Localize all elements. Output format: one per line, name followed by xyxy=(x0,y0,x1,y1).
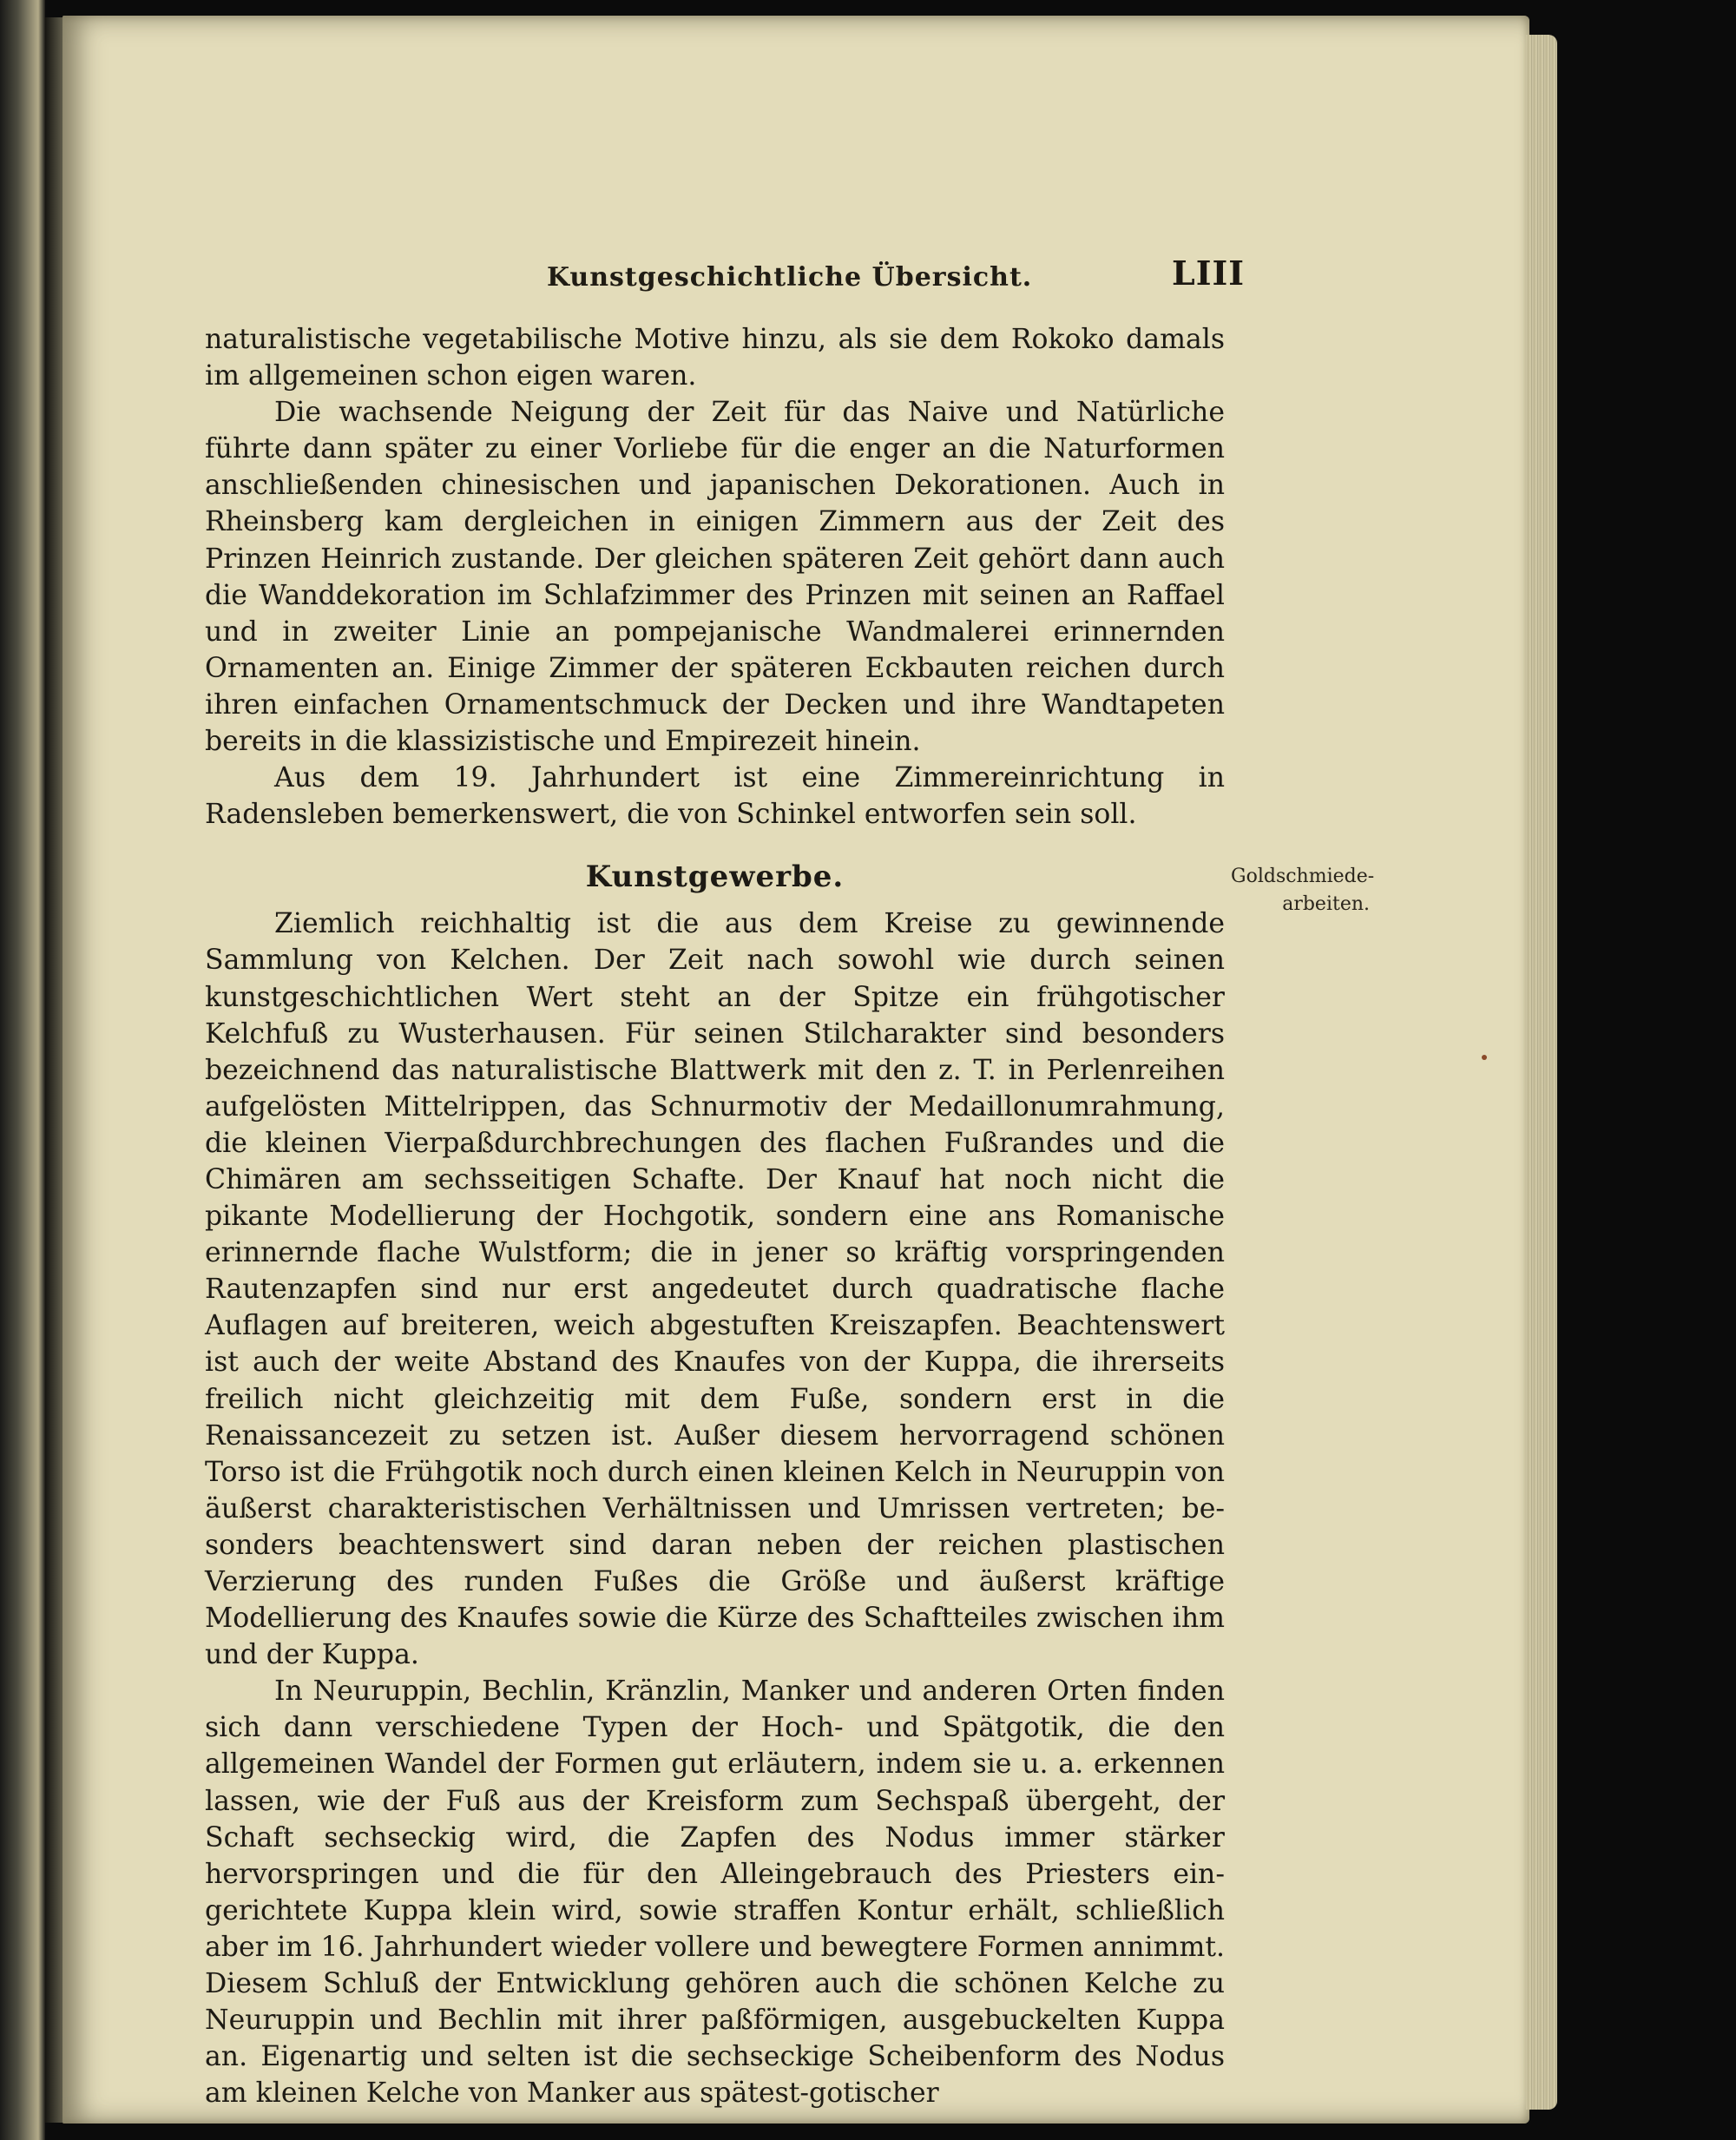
paragraph-5: In Neuruppin, Bechlin, Kränzlin, Manker und anderen Orten finden sich dann verschiedene Typen der Hoch- und Spätgotik, die den allgemeinen Wandel der Formen gut erläutern, indem sie u. a. erkennen lassen, wie der Fuß aus der Kreisform zum Sechspaß übergeht, der Schaft sechseckig wird, die Zapfen des Nodus immer stärker hervorspringen und die für den Alleingebrauch des Priesters eingerichtete Kuppa klein wird, sowie straffen Kontur erhält, schließlich aber im 16. Jahrhundert wieder vollere und bewegtere Formen annimmt. Diesem Schluß der Entwicklung gehören auch die schönen Kelche zu Neuruppin und Bechlin mit ihrer paßförmigen, ausgebuckelten Kuppa an. Eigenartig und selten ist die sechseckige Scheibenform des Nodus am kleinen Kelche von Manker aus spätest-gotischer xyxy=(205,1676,1225,2110)
previous-page-edge xyxy=(0,0,45,2140)
body-text xyxy=(205,321,1225,2111)
section-heading: Kunstgewerbe. xyxy=(585,859,845,895)
marginal-note-line-1: Goldschmiede- xyxy=(1231,866,1375,887)
marginal-note xyxy=(1231,863,1375,919)
paragraph-1: naturalistische vegetabilische Motive hinzu, als sie dem Rokoko damals im allgemeinen schon eigen waren. xyxy=(205,324,1225,392)
paragraph-2: Die wachsende Neigung der Zeit für das Naive und Natürliche führte dann später zu einer Vorliebe für die enger an die Naturformen anschließenden chinesischen und japanischen Dekorationen. Auch in Rheinsberg kam dergleichen in einigen Zimmern aus der Zeit des Prinzen Heinrich zustande. Der gleichen späteren Zeit gehört dann auch die Wanddekoration im Schlafzimmer des Prinzen mit seinen an Raffael und in zweiter Linie an pompejanische Wandmalerei erinnernden Ornamenten an. Einige Zimmer der späteren Eckbauten reichen durch ihren einfachen Ornamentschmuck der Decken und ihre Wandtapeten bereits in die klassizistische und Empirezeit hinein. xyxy=(205,397,1225,758)
page-header xyxy=(62,252,1529,304)
page-number: LIII xyxy=(1172,254,1246,293)
running-head: Kunstgeschichtliche Übersicht. xyxy=(547,262,1033,293)
page-edges-stack xyxy=(1526,35,1557,2110)
paragraph-3: Aus dem 19. Jahrhundert ist eine Zimmereinrichtung in Radensleben bemerkenswert, die von Schinkel entworfen sein soll. xyxy=(205,762,1225,831)
marginal-note-line-2: arbeiten. xyxy=(1282,893,1370,915)
paragraph-4: Ziemlich reichhaltig ist die aus dem Kreise zu gewinnende Sammlung von Kelchen. Der Zeit nach sowohl wie durch seinen kunstgeschichtlichen Wert steht an der Spitze ein frühgotischer Kelchfuß zu Wusterhausen. Für seinen Stilcharakter sind besonders bezeichnend das naturalistische Blattwerk mit den z. T. in Perlenreihen aufgelösten Mittelrippen, das Schnurmotiv der Medaillonumrahmung, die kleinen Vierpaßdurchbrechungen des flachen Fußrandes und die Chimären am sechsseitigen Schafte. Der Knauf hat noch nicht die pikante Modellierung der Hochgotik, sondern eine ans Romanische erinnernde flache Wulstform; die in jener so kräftig vorspringenden Rautenzapfen sind nur erst angedeutet durch quadratische flache Auflagen auf breiteren, weich abgestuften Kreiszapfen. Beachtenswert ist auch der weite Abstand des Knaufes von der Kuppa, die ihrerseits freilich nicht gleichzeitig mit dem Fuße, sondern erst in die Renaissancezeit zu setzen ist. Außer diesem hervorragend schönen Torso ist die Frühgotik noch durch einen kleinen Kelch in Neuruppin von äußerst charakteristischen Verhältnissen und Umrissen vertreten; besonders beachtenswert sind daran neben der reichen plastischen Verzierung des runden Fußes die Größe und äußerst kräftige Modellierung des Knaufes sowie die Kürze des Schaftteiles zwischen ihm und der Kuppa. xyxy=(205,908,1225,1671)
paper-speck xyxy=(1482,1055,1487,1060)
